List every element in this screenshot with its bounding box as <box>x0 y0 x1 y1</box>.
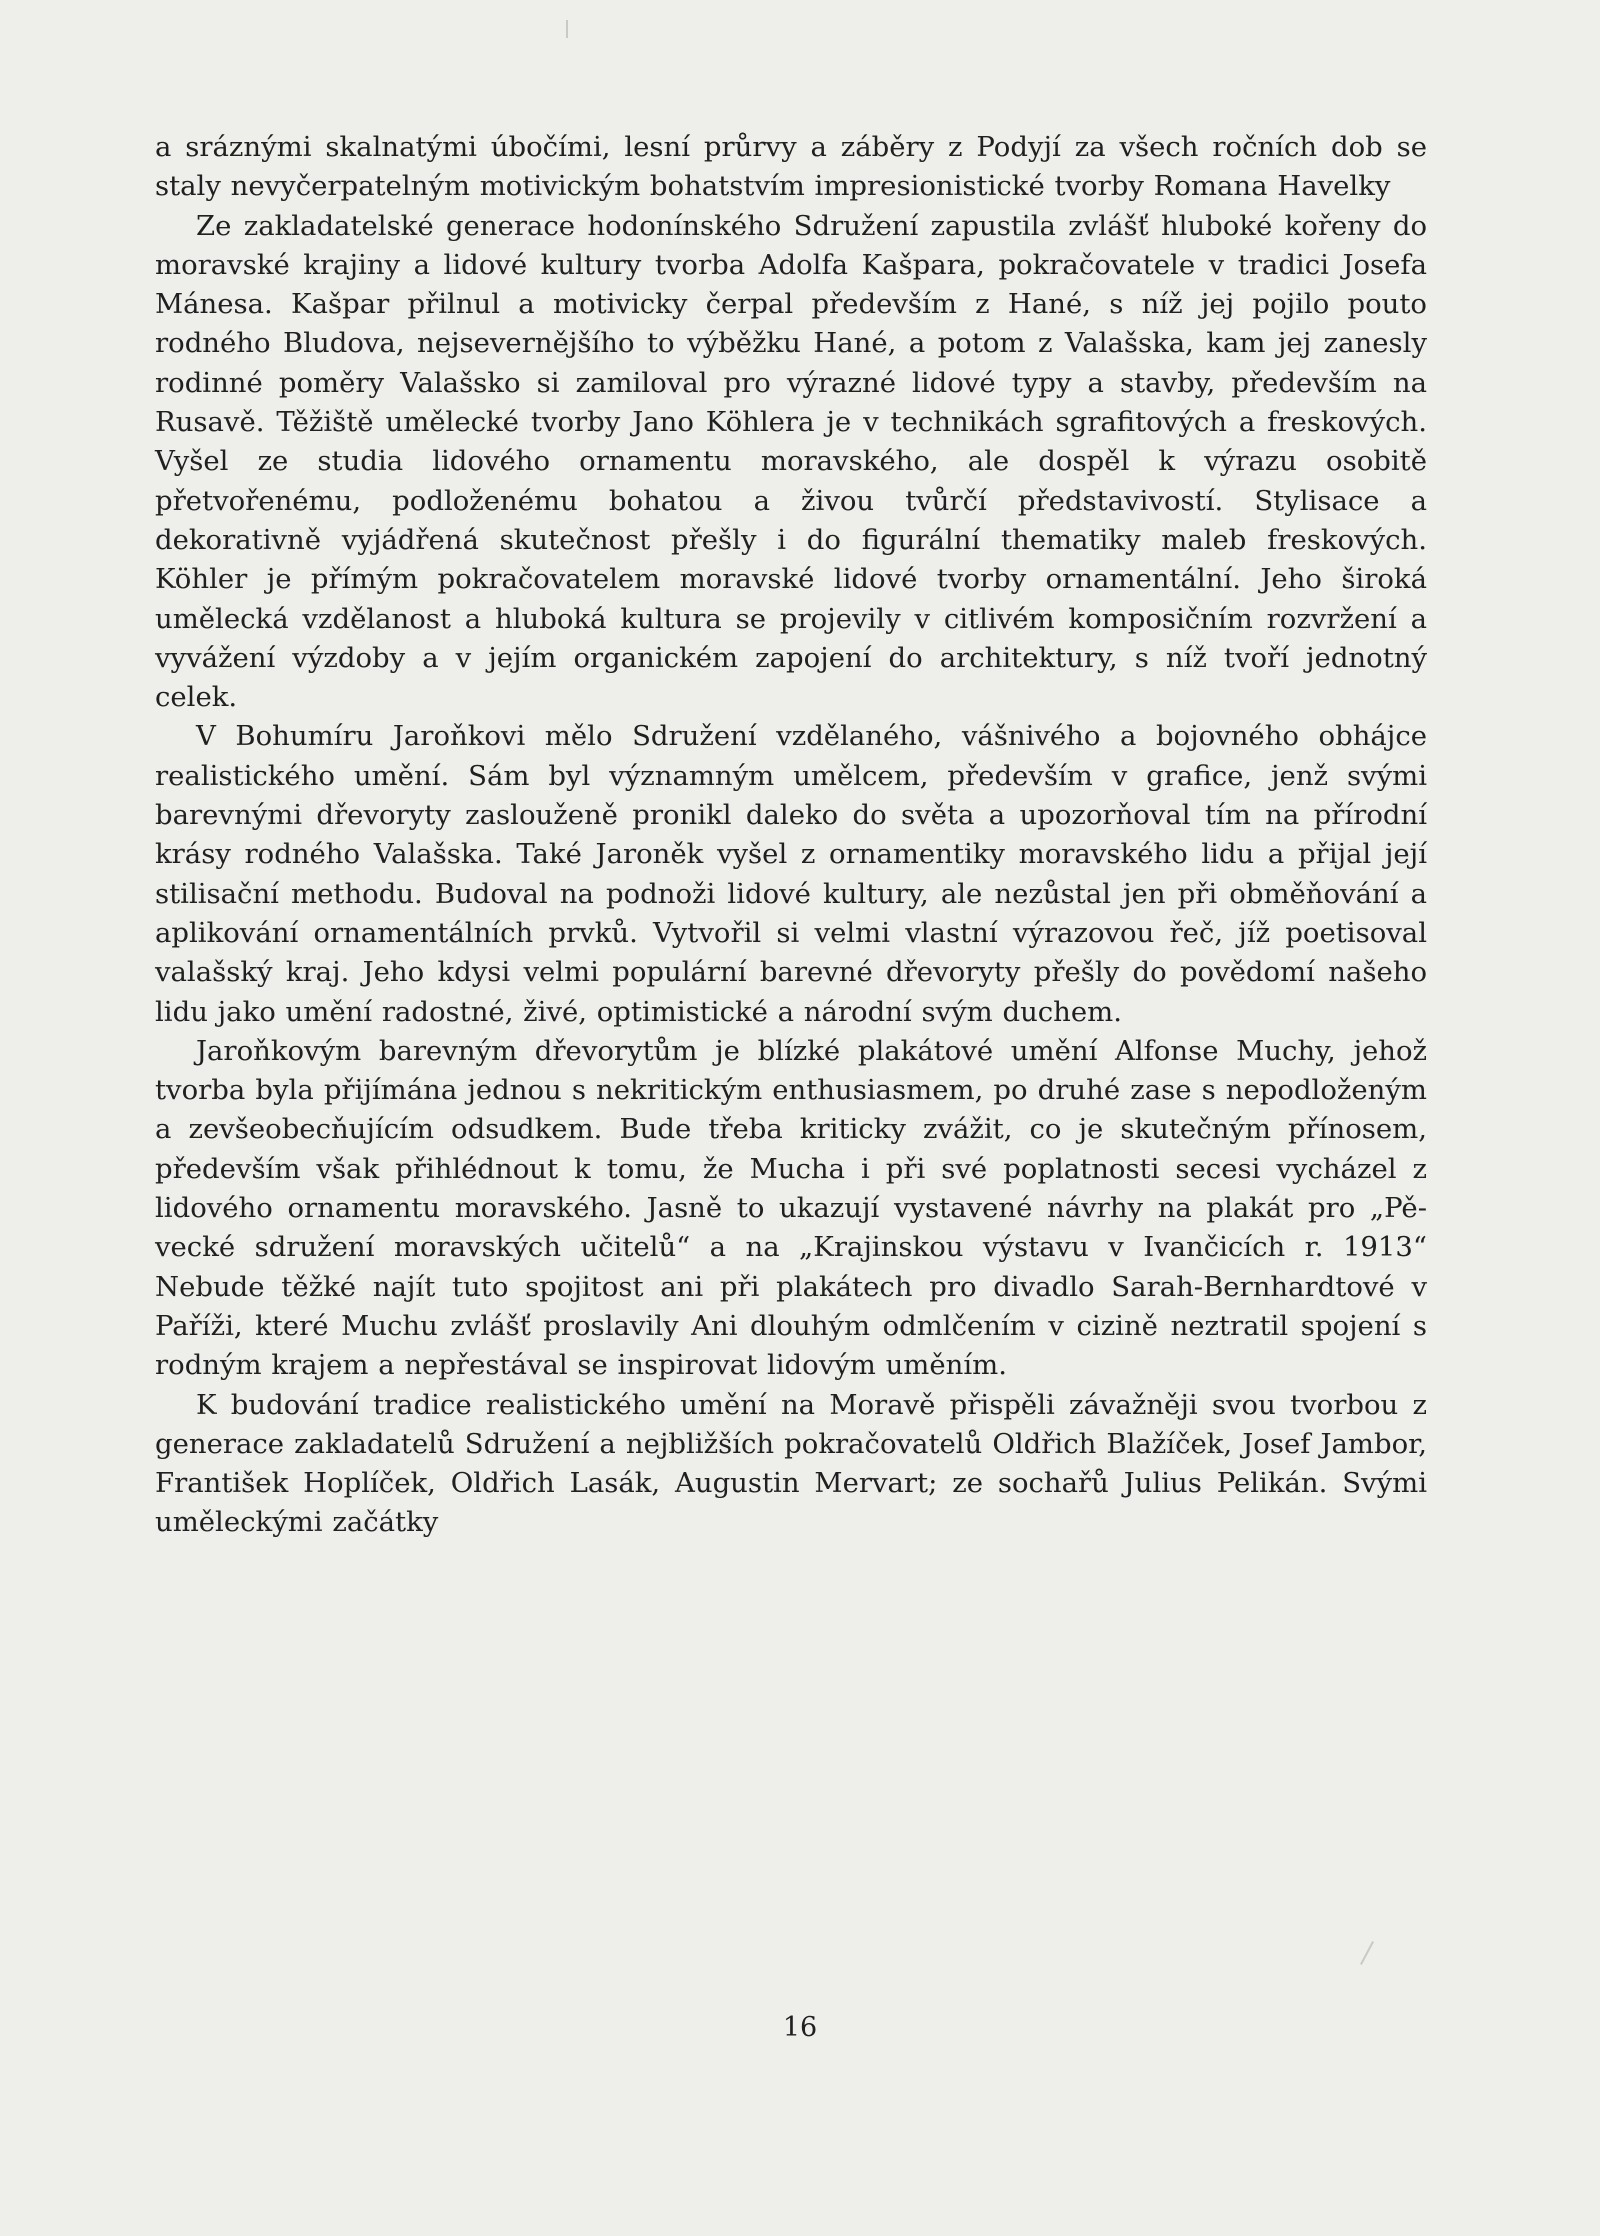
body-text <box>155 128 1427 1543</box>
scan-speck <box>566 20 568 38</box>
paragraph-2: Ze zakladatelské generace hodonínského Sdružení zapustila zvlášť hluboké kořeny do moravské krajiny a lidové kultury tvorba Adolfa Kašpara, pokračovatele v tradici Josefa Mánesa. Kašpar přilnul a motivicky čerpal především z Hané, s níž jej pojilo pouto rodného Bludova, nejsevernějšího to výběžku Hané, a potom z Valašska, kam jej zanesly rodinné poměry Valašsko si zamiloval pro výrazné lidové typy a stavby, především na Rusavě. Těžiště umělecké tvorby Jano Köhlera je v technikách sgrafitových a freskových. Vyšel ze studia lidového ornamentu moravského, ale dospěl k výrazu osobitě přetvořenému, podloženému bohatou a živou tvůrčí představivostí. Stylisace a dekorativně vyjádřená skutečnost přešly i do figurální thematiky maleb freskových. Köhler je přímým pokračovatelem moravské lidové tvorby ornamentální. Jeho široká umělecká vzdělanost a hluboká kultura se projevily v citlivém komposičním rozvržení a vyvážení výzdoby a v jejím organickém zapojení do architektury, s níž tvoří jednotný celek. <box>155 209 1427 714</box>
paragraph-1: a sráznými skalnatými úbočími, lesní průrvy a záběry z Podyjí za všech ročních dob se staly nevyčerpatelným motivickým bohatstvím impresionistické tvorby Romana Havelky <box>155 131 1427 203</box>
scan-speck <box>1360 1941 1374 1965</box>
paragraph-4: Jaroňkovým barevným dřevorytům je blízké plakátové umění Alfonse Muchy, jehož tvorba byla přijímána jednou s nekritickým enthusiasmem, po druhé zase s nepodloženým a zevšeobecňujícím odsudkem. Bude třeba kriticky zvážit, co je skutečným přínosem, především však přihlédnout k tomu, že Mucha i při své poplatnosti secesi vycházel z lidového ornamentu moravského. Jasně to ukazují vystavené návrhy na plakát pro „Pěvecké sdružení moravských učitelů“ a na „Krajinskou výstavu v Ivančicích r. 1913“ Nebude těžké najít tuto spojitost ani při plakátech pro divadlo Sarah-Bernhardtové v Paříži, které Muchu zvlášť proslavily Ani dlouhým odmlčením v cizině neztratil spojení s rodným krajem a nepřestával se inspirovat lidovým uměním. <box>155 1034 1427 1382</box>
paragraph-3: V Bohumíru Jaroňkovi mělo Sdružení vzdělaného, vášnivého a bojovného obhájce realistického umění. Sám byl významným umělcem, především v grafice, jenž svými barevnými dřevoryty zaslouženě pronikl daleko do světa a upozorňoval tím na přírodní krásy rodného Valašska. Také Jaroněk vyšel z ornamentiky moravského lidu a přijal její stilisační methodu. Budoval na podnoži lidové kultury, ale nezůstal jen při obměňování a aplikování ornamentálních prvků. Vytvořil si velmi vlastní výrazovou řeč, jíž poetisoval valašský kraj. Jeho kdysi velmi populární barevné dřevoryty přešly do povědomí našeho lidu jako umění radostné, živé, optimistické a národní svým duchem. <box>155 720 1427 1028</box>
paragraph-5: K budování tradice realistického umění na Moravě přispěli závažněji svou tvorbou z generace zakladatelů Sdružení a nejbližších pokračovatelů Oldřich Blažíček, Josef Jambor, František Hoplíček, Oldřich Lasák, Augustin Mervart; ze sochařů Julius Pelikán. Svými uměleckými začátky <box>155 1388 1427 1539</box>
page-number: 16 <box>782 2012 818 2043</box>
